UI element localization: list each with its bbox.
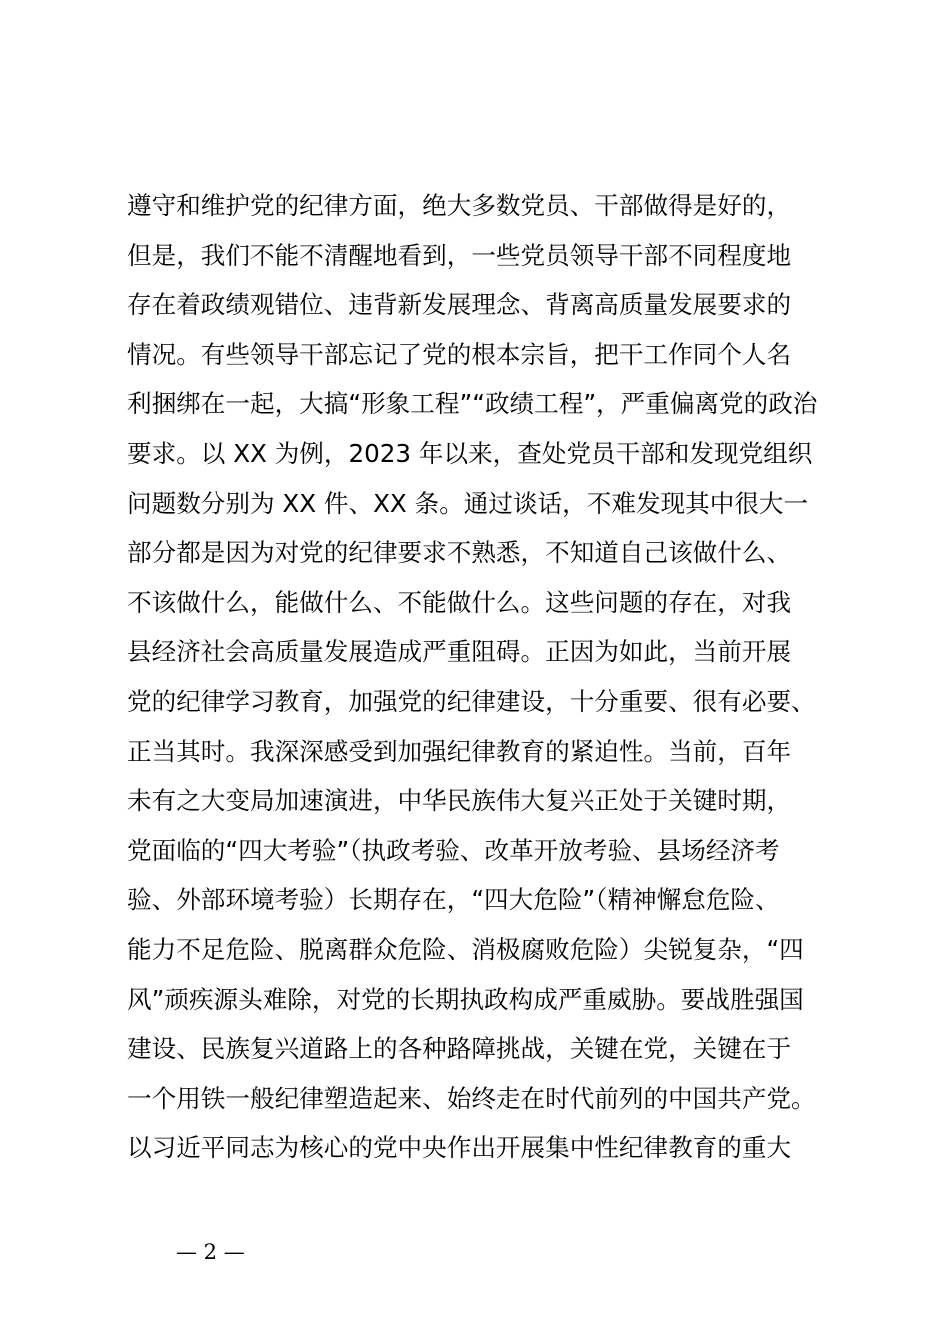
text-line: 存在着政绩观错位、违背新发展理念、背离高质量发展要求的 [127,290,792,320]
text-line: 不该做什么，能做什么、不能做什么。这些问题的存在，对我 [127,587,792,617]
text-line: 党的纪律学习教育，加强党的纪律建设，十分重要、很有必要、 [127,686,816,716]
text-line: 但是，我们不能不清醒地看到，一些党员领导干部不同程度地 [127,240,792,270]
text-line: 以习近平同志为核心的党中央作出开展集中性纪律教育的重大 [127,1133,792,1163]
page-number: — 2 — [176,1240,245,1264]
text-line: 党面临的“四大考验”（执政考验、改革开放考验、县场经济考 [127,835,780,865]
text-line: 一个用铁一般纪律塑造起来、始终走在时代前列的中国共产党。 [127,1083,816,1113]
text-line: 未有之大变局加速演进，中华民族伟大复兴正处于关键时期， [127,786,792,816]
text-line: 建设、民族复兴道路上的各种路障挑战，关键在党，关键在于 [127,1034,792,1064]
text-line: 遵守和维护党的纪律方面，绝大多数党员、干部做得是好的， [127,191,792,220]
text-line: 验、外部环境考验）长期存在，“四大危险”（精神懈怠危险、 [127,885,780,915]
text-line: 能力不足危险、脱离群众危险、消极腐败危险）尖锐复杂，“四 [127,934,804,964]
text-line: 要求。以 XX 为例，2023 年以来，查处党员干部和发现党组织 [127,438,813,468]
text-line: 风”顽疾源头难除，对党的长期执政构成严重威胁。要战胜强国 [127,984,804,1014]
body-text [127,181,847,1173]
text-line: 部分都是因为对党的纪律要求不熟悉，不知道自己该做什么、 [127,538,792,568]
text-line: 问题数分别为 XX 件、XX 条。通过谈话，不难发现其中很大一 [127,488,809,518]
text-line: 利捆绑在一起，大搞“形象工程”“政绩工程”，严重偏离党的政治 [127,389,818,419]
text-line: 正当其时。我深深感受到加强纪律教育的紧迫性。当前，百年 [127,736,792,766]
text-line: 情况。有些领导干部忘记了党的根本宗旨，把干工作同个人名 [127,339,792,369]
text-line: 县经济社会高质量发展造成严重阻碍。正因为如此，当前开展 [127,637,792,667]
